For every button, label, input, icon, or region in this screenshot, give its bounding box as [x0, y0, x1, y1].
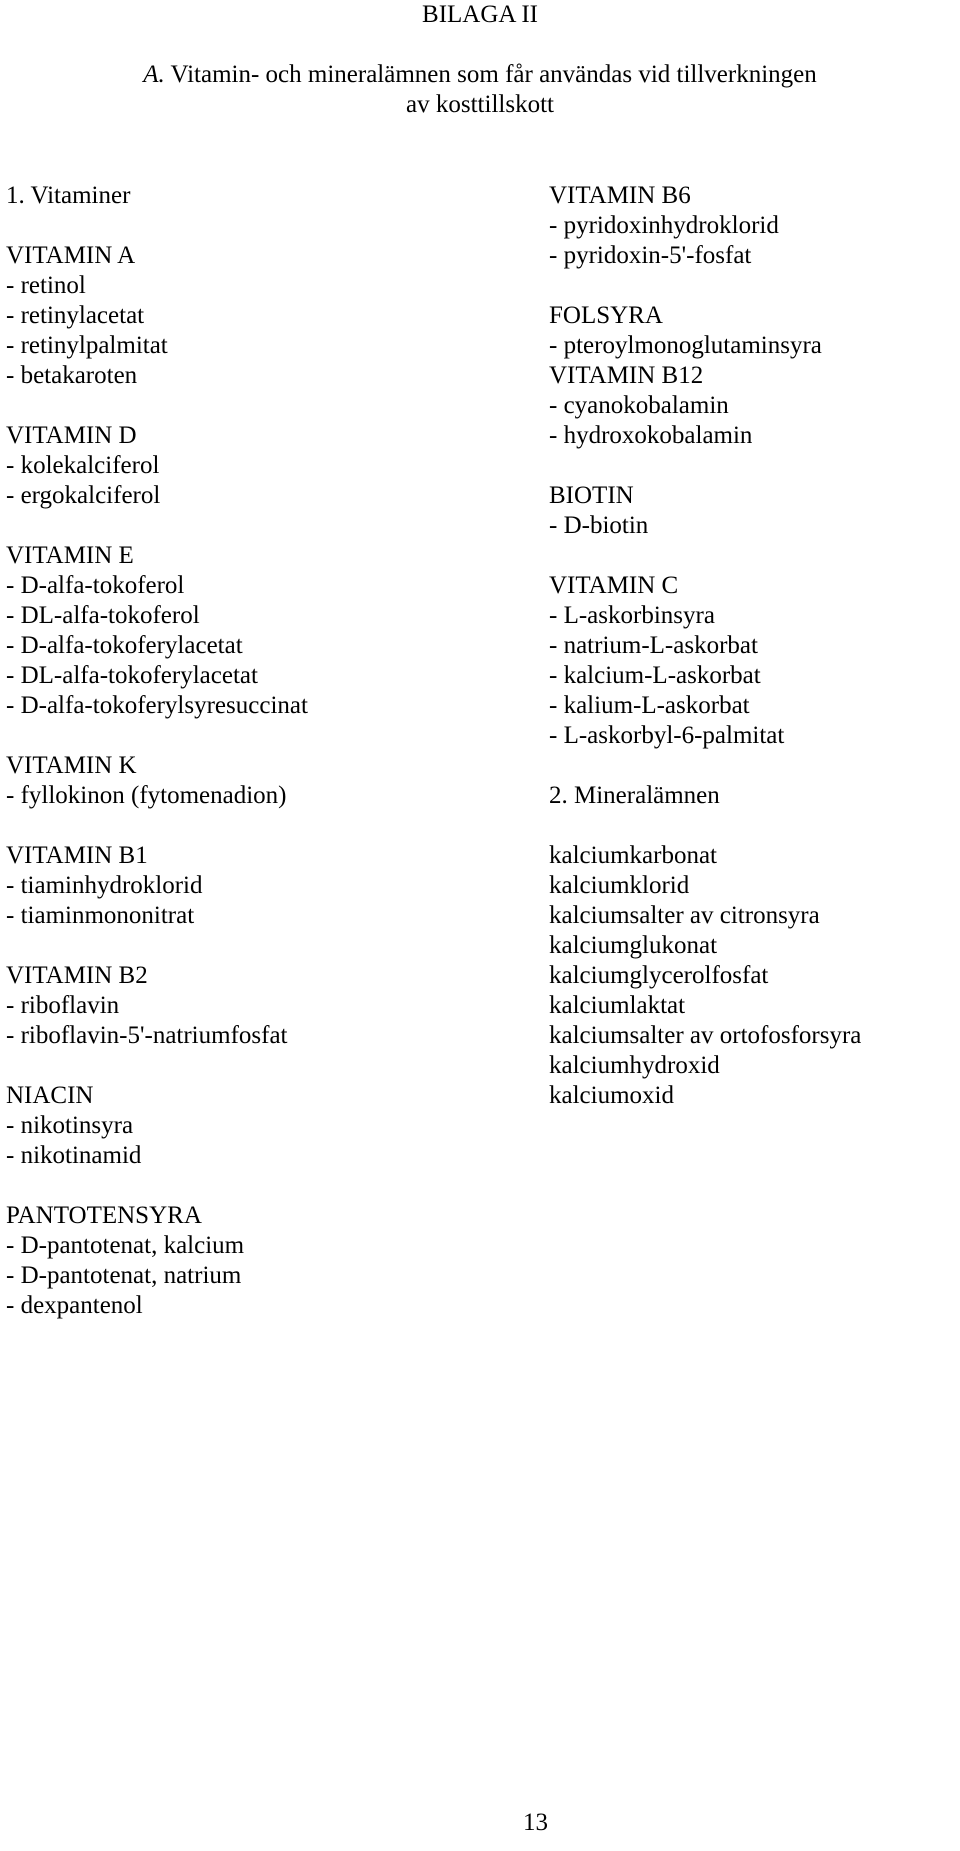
vitamins-heading: 1. Vitaminer [6, 182, 131, 209]
list-item: - D-alfa-tokoferol [6, 572, 185, 599]
list-item: - DL-alfa-tokoferol [6, 602, 200, 629]
biotin-heading: BIOTIN [549, 482, 634, 509]
list-item: - natrium-L-askorbat [549, 632, 758, 659]
list-item: - D-alfa-tokoferylsyresuccinat [6, 692, 308, 719]
vitamin-d-heading: VITAMIN D [6, 422, 137, 449]
list-item: kalciumoxid [549, 1082, 674, 1109]
list-item: - hydroxokobalamin [549, 422, 753, 449]
section-letter: A. [143, 61, 165, 88]
vitamin-a-heading: VITAMIN A [6, 242, 136, 269]
list-item: kalciumlaktat [549, 992, 686, 1019]
list-item: kalciumsalter av citronsyra [549, 902, 820, 929]
list-item: - ergokalciferol [6, 482, 161, 509]
vitamin-k-heading: VITAMIN K [6, 752, 137, 779]
niacin-heading: NIACIN [6, 1082, 94, 1109]
list-item: - dexpantenol [6, 1292, 143, 1319]
list-item: - betakaroten [6, 362, 138, 389]
list-item: - L-askorbinsyra [549, 602, 715, 629]
section-title-line1: Vitamin- och mineralämnen som får användas vid tillverkningen [170, 61, 817, 88]
vitamin-e-heading: VITAMIN E [6, 542, 134, 569]
list-item: kalciumkarbonat [549, 842, 717, 869]
page-number: 13 [523, 1809, 548, 1836]
list-item: - kalcium-L-askorbat [549, 662, 761, 689]
list-item: kalciumsalter av ortofosforsyra [549, 1022, 862, 1049]
vitamin-b12-heading: VITAMIN B12 [549, 362, 704, 389]
list-item: - tiaminhydroklorid [6, 872, 203, 899]
folsyra-heading: FOLSYRA [549, 302, 663, 329]
vitamin-b6-heading: VITAMIN B6 [549, 182, 691, 209]
list-item: kalciumglukonat [549, 932, 718, 959]
list-item: - nikotinsyra [6, 1112, 134, 1139]
list-item: - kalium-L-askorbat [549, 692, 750, 719]
list-item: - fyllokinon (fytomenadion) [6, 782, 287, 809]
annex-title: BILAGA II [422, 1, 538, 28]
list-item: kalciumhydroxid [549, 1052, 720, 1079]
list-item: - retinylacetat [6, 302, 145, 329]
list-item: - riboflavin-5'-natriumfosfat [6, 1022, 288, 1049]
list-item: kalciumklorid [549, 872, 690, 899]
list-item: - pyridoxin-5'-fosfat [549, 242, 752, 269]
list-item: - D-biotin [549, 512, 649, 539]
list-item: - D-pantotenat, natrium [6, 1262, 242, 1289]
list-item: - kolekalciferol [6, 452, 160, 479]
section-title-line2: av kosttillskott [406, 91, 554, 118]
list-item: - retinylpalmitat [6, 332, 168, 359]
list-item: - D-pantotenat, kalcium [6, 1232, 245, 1259]
list-item: - D-alfa-tokoferylacetat [6, 632, 243, 659]
list-item: - riboflavin [6, 992, 120, 1019]
pantotensyra-heading: PANTOTENSYRA [6, 1202, 202, 1229]
list-item: - tiaminmononitrat [6, 902, 195, 929]
vitamin-b1-heading: VITAMIN B1 [6, 842, 148, 869]
list-item: - retinol [6, 272, 86, 299]
list-item: - nikotinamid [6, 1142, 142, 1169]
list-item: - L-askorbyl-6-palmitat [549, 722, 785, 749]
minerals-heading: 2. Mineralämnen [549, 782, 720, 809]
list-item: kalciumglycerolfosfat [549, 962, 769, 989]
list-item: - DL-alfa-tokoferylacetat [6, 662, 258, 689]
list-item: - cyanokobalamin [549, 392, 729, 419]
vitamin-c-heading: VITAMIN C [549, 572, 679, 599]
section-title [0, 62, 960, 87]
vitamin-b2-heading: VITAMIN B2 [6, 962, 148, 989]
list-item: - pteroylmonoglutaminsyra [549, 332, 822, 359]
list-item: - pyridoxinhydroklorid [549, 212, 779, 239]
